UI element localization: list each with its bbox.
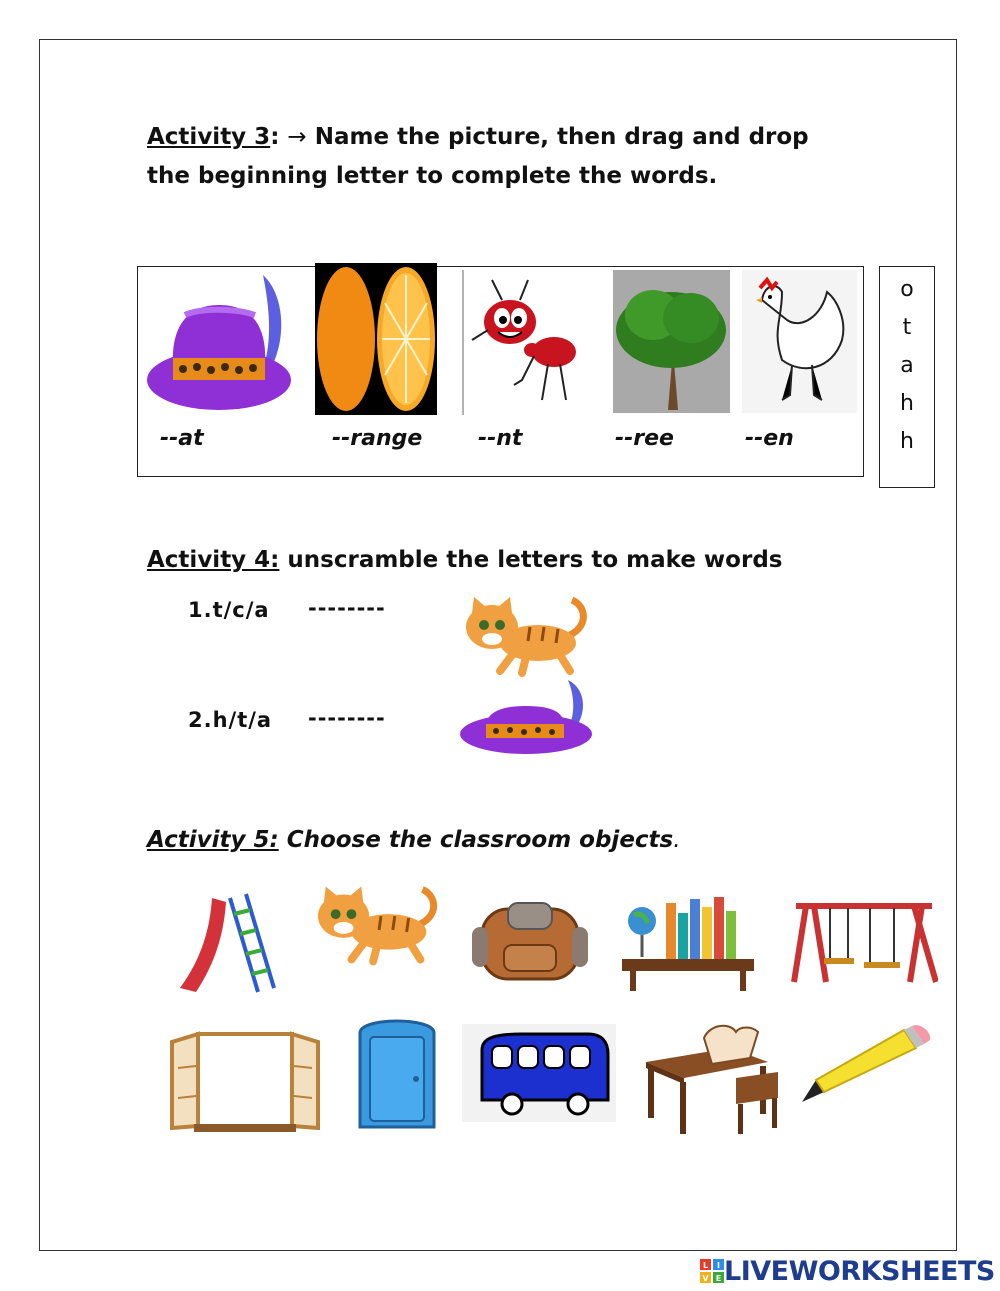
logo-letter: V bbox=[702, 1274, 709, 1283]
word-hat: --at bbox=[160, 426, 204, 451]
desk-option-icon[interactable] bbox=[640, 1018, 784, 1136]
activity5-period: . bbox=[673, 827, 681, 853]
tree-picture-icon bbox=[613, 270, 730, 413]
logo-letter: I bbox=[717, 1261, 720, 1270]
liveworksheets-logo bbox=[700, 1255, 995, 1287]
activity4-instruction: unscramble the letters to make words bbox=[287, 547, 783, 573]
draggable-letter[interactable]: o bbox=[900, 277, 914, 302]
portable-toilet-option-icon[interactable] bbox=[352, 1013, 442, 1131]
activity3-colon: : bbox=[270, 124, 280, 150]
bus-option-icon[interactable] bbox=[462, 1024, 616, 1122]
slide-option-icon[interactable] bbox=[172, 888, 280, 996]
word-ant: --nt bbox=[478, 426, 523, 451]
word-tree: --ree bbox=[615, 426, 674, 451]
activity5-label: Activity 5: bbox=[147, 827, 279, 853]
letter-bank bbox=[879, 266, 935, 488]
draggable-letter[interactable]: h bbox=[900, 429, 914, 454]
activity3-instruction-line1: Name the picture, then drag and drop bbox=[314, 124, 809, 150]
word-orange: --range bbox=[332, 426, 423, 451]
pencil-option-icon[interactable] bbox=[800, 1022, 934, 1106]
activity5-instruction: Choose the classroom objects bbox=[286, 827, 674, 853]
activity5-heading bbox=[147, 821, 681, 859]
cat-option-icon[interactable] bbox=[312, 870, 450, 980]
activity4-label: Activity 4: bbox=[147, 547, 280, 573]
activity4-heading bbox=[147, 541, 782, 579]
swing-option-icon[interactable] bbox=[790, 898, 938, 984]
answer-blank-1[interactable]: -------- bbox=[308, 596, 386, 620]
brand-name: LIVEWORKSHEETS bbox=[724, 1255, 995, 1287]
draggable-letter[interactable]: t bbox=[902, 315, 912, 340]
activity3-heading bbox=[147, 118, 809, 156]
hat-picture-icon bbox=[145, 270, 293, 425]
logo-letter: L bbox=[702, 1261, 709, 1270]
hen-picture-icon bbox=[742, 270, 857, 413]
activity3-label: Activity 3 bbox=[147, 124, 271, 150]
arrow-icon: → bbox=[287, 124, 307, 150]
ant-picture-icon bbox=[462, 270, 582, 415]
draggable-letter[interactable]: h bbox=[900, 391, 914, 416]
backpack-option-icon[interactable] bbox=[468, 893, 592, 983]
word-hen: --en bbox=[745, 426, 794, 451]
scramble-prompt-1: 1.t/c/a bbox=[188, 598, 270, 622]
window-option-icon[interactable] bbox=[168, 1028, 322, 1136]
bookshelf-option-icon[interactable] bbox=[620, 893, 756, 993]
scramble-prompt-2: 2.h/t/a bbox=[188, 708, 273, 732]
answer-blank-2[interactable]: -------- bbox=[308, 706, 386, 730]
liveworksheets-logo-icon bbox=[700, 1259, 724, 1283]
hat-small-picture-icon bbox=[458, 678, 594, 758]
activity3-instruction-line2: the beginning letter to complete the words. bbox=[147, 163, 718, 189]
cat-picture-icon bbox=[460, 595, 600, 677]
orange-picture-icon bbox=[315, 263, 437, 415]
draggable-letter[interactable]: a bbox=[900, 353, 914, 378]
logo-letter: E bbox=[715, 1274, 722, 1283]
